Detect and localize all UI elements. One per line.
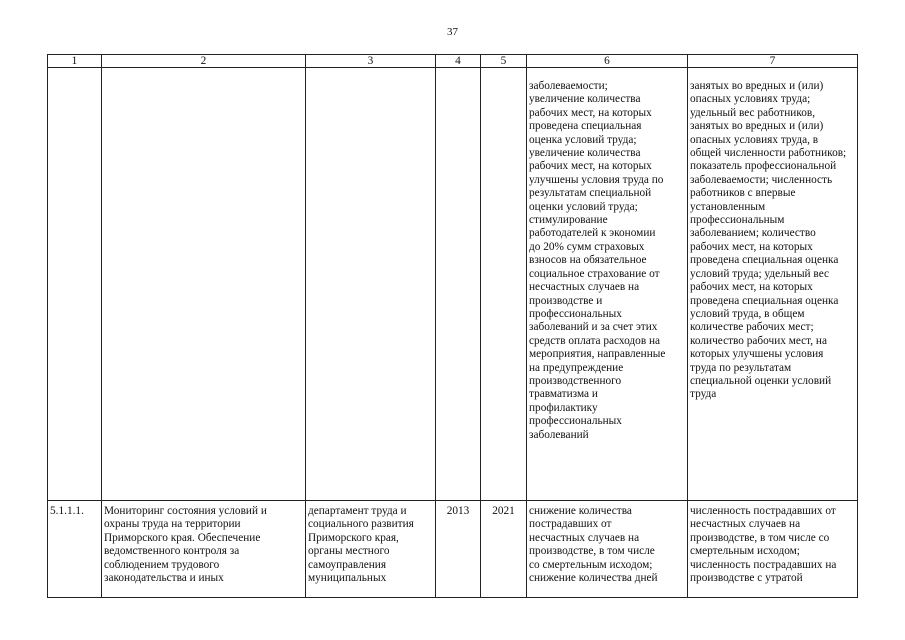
column-header-2: 2 bbox=[102, 55, 306, 68]
cell-indicators: занятых во вредных и (или) опасных условиях труда; удельный вес работников, занятых во вредных и (или) опасных условиях труда, в общей численности работников; показатель профессиональной заболеваемости; численность работников с впервые установленным профессиональным заболеванием; количество рабочих мест, на которых проведена специальная оценка условий труда; удельный вес рабочих мест, на которых проведена специальная оценка условий труда, в общем количестве рабочих мест; количество рабочих мест, на которых улучшены условия труда по результатам специальной оценки условий труда bbox=[688, 68, 858, 501]
cell-expected-result: снижение количества пострадавших от несчастных случаев на производстве, в том числе со смертельным исходом; снижение количества дней bbox=[527, 501, 688, 598]
header-row bbox=[48, 55, 858, 68]
table-row bbox=[48, 501, 858, 598]
column-header-1: 1 bbox=[48, 55, 102, 68]
cell-expected-result: заболеваемости; увеличение количества рабочих мест, на которых проведена специальная оценка условий труда; увеличение количества рабочих мест, на которых улучшены условия труда по результатам специальной оценки условий труда; стимулирование работодателей к экономии до 20% сумм страховых взносов на обязательное социальное страхование от несчастных случаев на производстве и профессиональных заболеваний и за счет этих средств оплата расходов на мероприятия, направленные на предупреждение производственного травматизма и профилактику профессиональных заболеваний bbox=[527, 68, 688, 501]
cell-measure bbox=[102, 68, 306, 501]
cell-end-year: 2021 bbox=[481, 501, 527, 598]
cell-start-year: 2013 bbox=[436, 501, 481, 598]
program-table bbox=[47, 54, 858, 598]
cell-number: 5.1.1.1. bbox=[48, 501, 102, 598]
column-header-6: 6 bbox=[527, 55, 688, 68]
cell-executor bbox=[306, 68, 436, 501]
cell-indicators: численность пострадавших от несчастных случаев на производстве, в том числе со смертельным исходом; численность пострадавших на производстве с утратой bbox=[688, 501, 858, 598]
cell-number bbox=[48, 68, 102, 501]
column-header-3: 3 bbox=[306, 55, 436, 68]
column-header-4: 4 bbox=[436, 55, 481, 68]
cell-end-year bbox=[481, 68, 527, 501]
page-number: 37 bbox=[447, 26, 458, 38]
cell-measure: Мониторинг состояния условий и охраны труда на территории Приморского края. Обеспечение ведомственного контроля за соблюдением трудового законодательства и иных bbox=[102, 501, 306, 598]
cell-start-year bbox=[436, 68, 481, 501]
column-header-5: 5 bbox=[481, 55, 527, 68]
table-row bbox=[48, 68, 858, 501]
cell-executor: департамент труда и социального развития Приморского края, органы местного самоуправления муниципальных bbox=[306, 501, 436, 598]
column-header-7: 7 bbox=[688, 55, 858, 68]
